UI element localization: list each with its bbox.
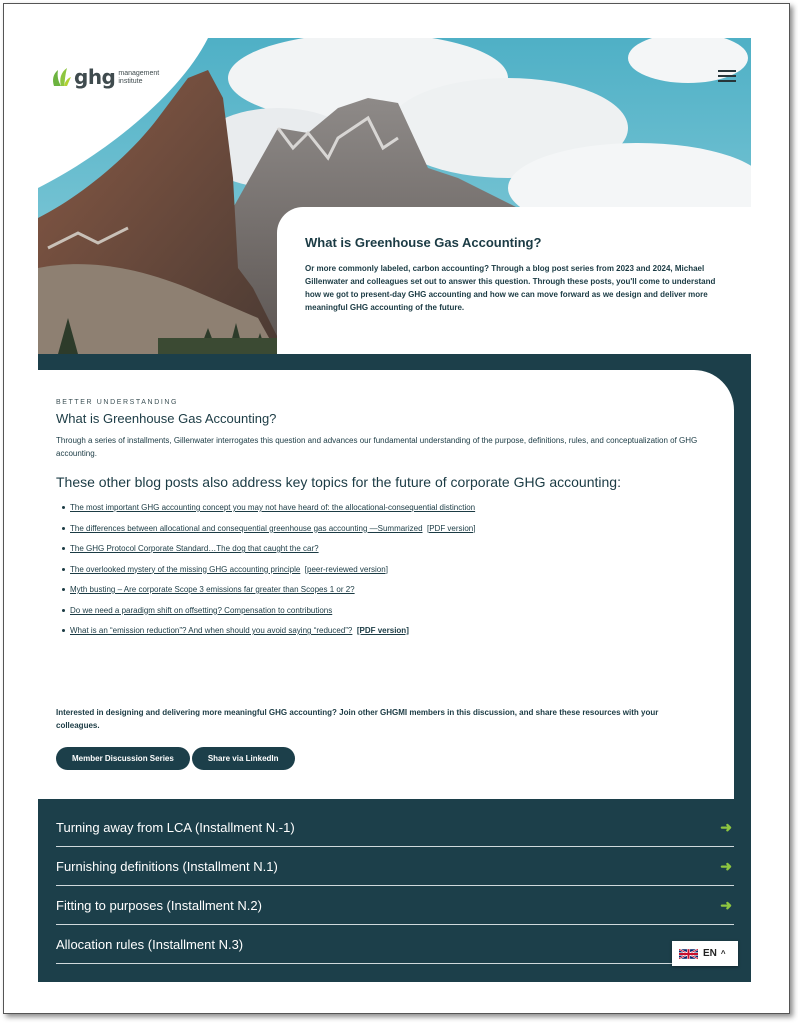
list-item	[62, 544, 716, 554]
accordion-label: Turning away from LCA (Installment N.-1)	[56, 819, 295, 835]
related-posts-heading: These other blog posts also address key topics for the future of corporate GHG accounting:	[56, 474, 621, 490]
ghg-logo[interactable]	[50, 65, 159, 89]
arrow-right-icon: ➜	[720, 896, 732, 913]
post-link[interactable]: The most important GHG accounting concept you may not have heard of: the allocational-consequential distinction	[70, 503, 476, 512]
share-linkedin-button[interactable]: Share via LinkedIn	[192, 747, 295, 770]
list-item	[62, 585, 716, 595]
member-discussion-button[interactable]: Member Discussion Series	[56, 747, 190, 770]
hero-description: Or more commonly labeled, carbon accounting? Through a blog post series from 2023 and 2024, Michael Gillenwater and colleagues set out to answer this question. Through these posts, you'll come to understand how we got to present-day GHG accounting and how we can move forward as we design and deliver more meaningful GHG accounting of the future.	[305, 264, 716, 312]
post-link[interactable]: The differences between allocational and consequential greenhouse gas accounting —Summarized	[70, 523, 423, 533]
section-eyebrow: BETTER UNDERSTANDING	[56, 399, 179, 406]
list-item	[62, 524, 716, 534]
post-link[interactable]: Do we need a paradigm shift on offsetting? Compensation to contributions	[70, 605, 333, 615]
post-link[interactable]: The overlooked mystery of the missing GHG accounting principle	[70, 564, 301, 574]
logo-sub-line2: institute	[118, 78, 143, 85]
leaf-logo-icon	[50, 66, 72, 88]
post-link[interactable]: Myth busting – Are corporate Scope 3 emissions far greater than Scopes 1 or 2?	[70, 585, 355, 594]
arrow-right-icon: ➜	[720, 818, 732, 835]
installments-accordion	[56, 808, 734, 964]
hero-intro-card	[277, 207, 751, 354]
accordion-label: Allocation rules (Installment N.3)	[56, 936, 244, 952]
uk-flag-icon	[679, 948, 698, 960]
pdf-version-link[interactable]: [PDF version]	[356, 626, 409, 635]
list-item	[62, 503, 716, 513]
logo-wordmark: ghg	[74, 65, 116, 89]
accordion-label: Furnishing definitions (Installment N.1)	[56, 858, 278, 874]
post-link[interactable]: The GHG Protocol Corporate Standard…The dog that caught the car?	[70, 544, 319, 553]
accordion-item[interactable]	[56, 808, 734, 847]
cta-buttons	[56, 747, 295, 770]
section-title: What is Greenhouse Gas Accounting?	[56, 411, 277, 426]
section-description: Through a series of installments, Gillenwater interrogates this question and advances our fundamental understanding of the purpose, definitions, rules, and conceptualization of GHG accounting.	[56, 436, 698, 458]
accordion-label: Fitting to purposes (Installment N.2)	[56, 897, 262, 913]
language-switcher[interactable]	[672, 941, 738, 966]
list-item	[62, 626, 716, 636]
hamburger-menu-icon[interactable]	[718, 70, 736, 82]
language-code: EN	[703, 948, 717, 959]
cta-text: Interested in designing and delivering more meaningful GHG accounting? Join other GHGMI members in this discussion, and share these resources with your colleagues.	[56, 708, 659, 730]
chevron-up-icon: ^	[720, 949, 726, 958]
logo-sub-line1: management	[118, 70, 160, 77]
logo-subtitle	[118, 70, 159, 86]
list-item	[62, 565, 716, 575]
accordion-item[interactable]	[56, 886, 734, 925]
related-posts-list	[56, 503, 716, 636]
pdf-version-link[interactable]: [PDF version]	[426, 523, 476, 533]
hero-title: What is Greenhouse Gas Accounting?	[305, 235, 542, 250]
accordion-item[interactable]	[56, 925, 734, 964]
content-card	[38, 370, 734, 799]
post-link[interactable]: What is an “emission reduction”? And when should you avoid saying “reduced”?	[70, 626, 353, 635]
peer-reviewed-link[interactable]: [peer-reviewed version]	[304, 564, 388, 574]
arrow-right-icon: ➜	[720, 857, 732, 874]
list-item	[62, 606, 716, 616]
accordion-item[interactable]	[56, 847, 734, 886]
